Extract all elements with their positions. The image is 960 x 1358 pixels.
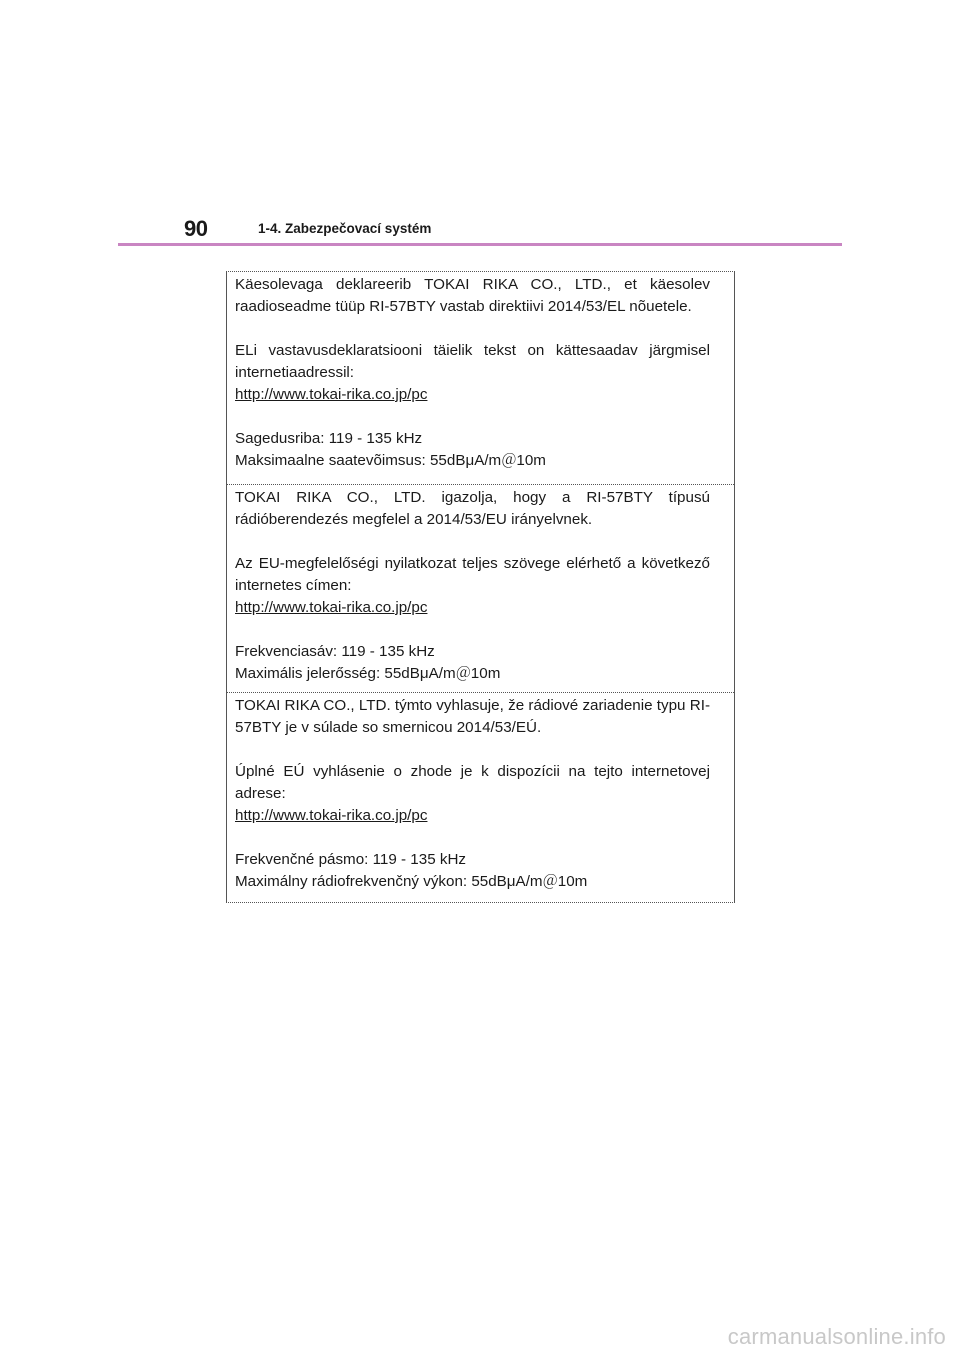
availability-text: ELi vastavusdeklaratsiooni täielik tekst on kättesaadav järgmisel internetiaadressil: xyxy=(235,342,710,381)
manufacturer-link[interactable]: http://www.tokai-rika.co.jp/pc xyxy=(235,807,428,824)
power-text: Maksimaalne saatevõimsus: 55dBμA/m＠10m xyxy=(235,452,546,469)
manufacturer-link[interactable]: http://www.tokai-rika.co.jp/pc xyxy=(235,599,428,616)
page-number: 90 xyxy=(184,216,208,241)
availability-text: Úplné EÚ vyhlásenie o zhode je k dispozícii na tejto internetovej adrese: xyxy=(235,763,710,802)
declaration-box xyxy=(226,271,735,903)
manufacturer-link[interactable]: http://www.tokai-rika.co.jp/pc xyxy=(235,386,428,403)
frequency-text: Sagedusriba: 119 - 135 kHz xyxy=(235,430,423,447)
watermark: carmanualsonline.info xyxy=(727,1324,946,1349)
declaration-block-estonian xyxy=(227,274,734,480)
declaration-text: Käesolevaga deklareerib TOKAI RIKA CO., LTD., et käesolev raadioseadme tüüp RI-57BTY vastab direktiivi 2014/53/EL nõuetele. xyxy=(235,276,710,315)
availability-text: Az EU-megfelelőségi nyilatkozat teljes szövege elérhető a következő internetes címen: xyxy=(235,555,710,594)
declaration-text: TOKAI RIKA CO., LTD. igazolja, hogy a RI-57BTY típusú rádióberendezés megfelel a 2014/53/EU irányelvnek. xyxy=(235,489,710,528)
header-rule xyxy=(118,243,842,246)
declaration-block-hungarian xyxy=(227,484,734,690)
declaration-text: TOKAI RIKA CO., LTD. týmto vyhlasuje, že rádiové zariadenie typu RI-57BTY je v súlade so smernicou 2014/53/EÚ. xyxy=(235,697,710,736)
power-text: Maximális jelerősség: 55dBμA/m＠10m xyxy=(235,665,501,682)
power-text: Maximálny rádiofrekvenčný výkon: 55dBμA/m＠10m xyxy=(235,873,588,890)
declaration-block-slovak xyxy=(227,692,734,898)
frequency-text: Frekvenčné pásmo: 119 - 135 kHz xyxy=(235,851,467,868)
frequency-text: Frekvenciasáv: 119 - 135 kHz xyxy=(235,643,435,660)
section-title: 1-4. Zabezpečovací systém xyxy=(258,221,432,236)
